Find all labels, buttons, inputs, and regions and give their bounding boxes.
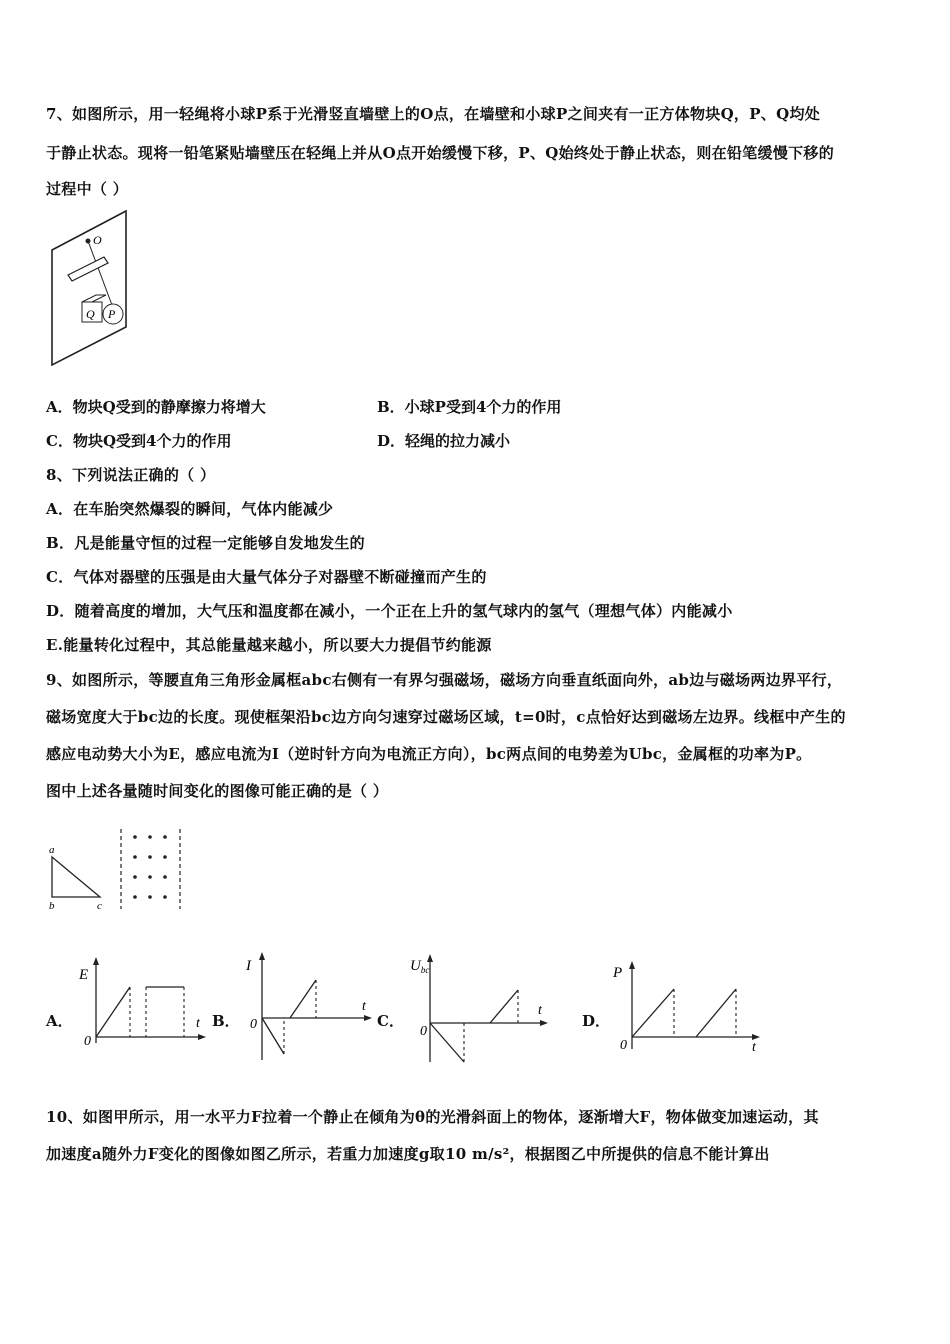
q9-figure: [44, 825, 194, 915]
q7-stem-line-2: 于静止状态。现将一铅笔紧贴墙壁压在轻绳上并从O点开始缓慢下移，P、Q始终处于静止状态，则在铅笔缓慢下移的: [46, 144, 835, 162]
block-q-top: [82, 295, 106, 302]
triangle-abc: [52, 857, 100, 897]
label-a: a: [49, 844, 55, 856]
q10-stem-line-1: 10、如图甲所示，用一水平力F拉着一个静止在倾角为θ的光滑斜面上的物体，逐渐增大F，物体做变加速运动，其: [46, 1108, 819, 1126]
q9-graph-c: [406, 950, 556, 1070]
origin: 0: [250, 1017, 257, 1032]
q8-option-e[interactable]: E.能量转化过程中，其总能量越来越小，所以要大力提倡节约能源: [46, 636, 492, 654]
q7-stem-line-1: 7、如图所示，用一轻绳将小球P系于光滑竖直墙壁上的O点，在墙壁和小球P之间夹有一正方体物块Q，P、Q均处: [46, 105, 821, 123]
label-b: b: [49, 900, 55, 912]
q8-option-b[interactable]: B．凡是能量守恒的过程一定能够自发地发生的: [46, 534, 365, 552]
q9-graph-b: [238, 950, 378, 1070]
ylabel-e: E: [79, 967, 89, 983]
q8-option-c[interactable]: C．气体对器壁的压强是由大量气体分子对器壁不断碰撞而产生的: [46, 568, 487, 586]
label-c: c: [97, 900, 102, 912]
q9-stem-line-3: 感应电动势大小为E，感应电流为I（逆时针方向为电流正方向），bc两点间的电势差为Ubc，金属框的功率为P。: [46, 745, 812, 763]
q7-stem-line-3: 过程中（ ）: [46, 180, 129, 198]
q9-graph-d: [610, 957, 770, 1057]
q9-option-d-label[interactable]: D．: [582, 1012, 611, 1030]
q9-stem-line-2: 磁场宽度大于bc边的长度。现使框架沿bc边方向匀速穿过磁场区域，t=0时，c点恰好达到磁场左边界。线框中产生的: [46, 708, 846, 726]
q7-option-c[interactable]: C．物块Q受到4个力的作用: [46, 432, 232, 450]
q8-stem: 8、下列说法正确的（ ）: [46, 466, 216, 484]
q9-option-c-label[interactable]: C．: [377, 1012, 404, 1030]
xlabel-t: t: [752, 1040, 756, 1055]
q7-option-a[interactable]: A．物块Q受到的静摩擦力将增大: [46, 398, 266, 416]
ylabel-i: I: [246, 958, 251, 974]
q8-option-a[interactable]: A．在车胎突然爆裂的瞬间，气体内能减少: [46, 500, 334, 518]
label-q: Q: [86, 307, 95, 321]
q8-option-d[interactable]: D．随着高度的增加，大气压和温度都在减小，一个正在上升的氢气球内的氢气（理想气体）内能减小: [46, 602, 733, 620]
ylabel-p: P: [613, 965, 623, 981]
wall: [52, 211, 126, 365]
q9-option-b-label[interactable]: B．: [212, 1012, 240, 1030]
label-p: P: [108, 307, 116, 321]
q7-option-d[interactable]: D．轻绳的拉力减小: [377, 432, 511, 450]
origin: 0: [84, 1034, 91, 1049]
xlabel-t: t: [196, 1016, 200, 1031]
origin: 0: [620, 1038, 627, 1053]
xlabel-t: t: [362, 999, 366, 1014]
q7-option-b[interactable]: B．小球P受到4个力的作用: [377, 398, 562, 416]
q9-stem-line-1: 9、如图所示，等腰直角三角形金属框abc右侧有一有界匀强磁场，磁场方向垂直纸面向外，ab边与磁场两边界平行，: [46, 671, 843, 689]
field-dots: [133, 835, 167, 899]
ylabel-u: $U_{bc}$: [410, 958, 430, 975]
q9-stem-line-4: 图中上述各量随时间变化的图像可能正确的是（ ）: [46, 782, 389, 800]
q7-figure: [40, 205, 140, 370]
q10-stem-line-2: 加速度a随外力F变化的图像如图乙所示，若重力加速度g取10 m/s²，根据图乙中所提供的信息不能计算出: [46, 1145, 770, 1163]
q9-graph-a: [72, 955, 212, 1055]
label-o: O: [93, 233, 102, 247]
xlabel-t: t: [538, 1003, 542, 1018]
origin: 0: [420, 1024, 427, 1039]
q9-option-a-label[interactable]: A．: [46, 1012, 73, 1030]
